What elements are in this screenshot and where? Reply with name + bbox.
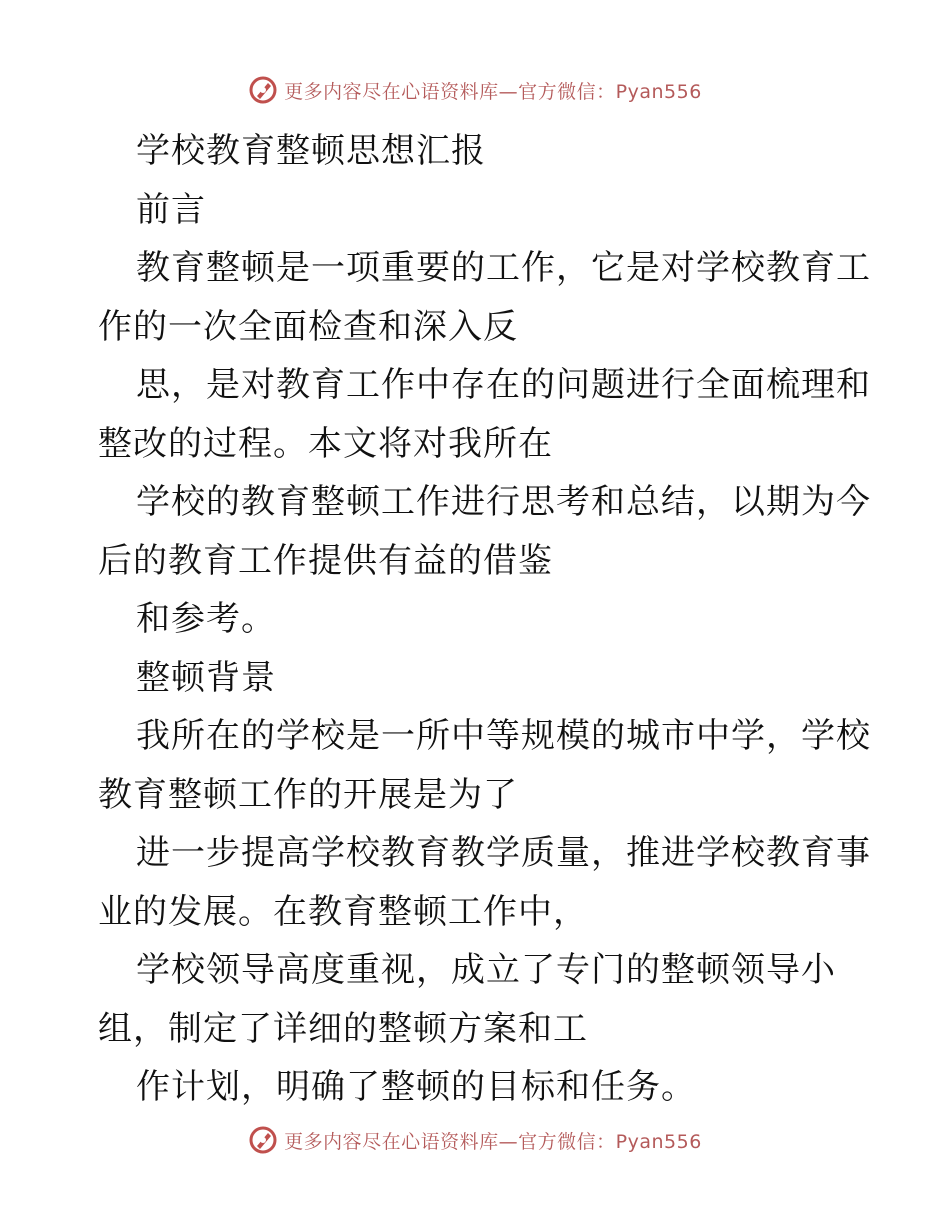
paragraph-line: 教育整顿工作的开展是为了 bbox=[98, 774, 518, 815]
watermark-text: 更多内容尽在心语资料库—官方微信：Pyan556 bbox=[284, 1130, 702, 1153]
paragraph-line: 我所在的学校是一所中等规模的城市中学，学校 bbox=[136, 716, 871, 756]
document-body bbox=[98, 122, 871, 1117]
paragraph-line: 进一步提高学校教育教学质量，推进学校教育事 bbox=[136, 833, 871, 873]
pen-circle-logo-icon bbox=[248, 75, 278, 105]
pen-circle-logo-icon bbox=[248, 1125, 278, 1155]
watermark-text: 更多内容尽在心语资料库—官方微信：Pyan556 bbox=[284, 80, 702, 103]
paragraph-line: 教育整顿是一项重要的工作，它是对学校教育工 bbox=[136, 248, 871, 288]
paragraph-line: 业的发展。在教育整顿工作中， bbox=[98, 891, 588, 932]
header-watermark-banner bbox=[0, 70, 950, 110]
footer-watermark-banner bbox=[0, 1120, 950, 1160]
paragraph-line: 和参考。 bbox=[136, 599, 276, 639]
paragraph-line: 后的教育工作提供有益的借鉴 bbox=[98, 540, 553, 581]
document-title: 学校教育整顿思想汇报 bbox=[136, 131, 486, 171]
paragraph-line: 学校的教育整顿工作进行思考和总结，以期为今 bbox=[136, 482, 871, 522]
section-heading-background: 整顿背景 bbox=[136, 657, 276, 698]
section-heading-preface: 前言 bbox=[136, 189, 206, 230]
paragraph-line: 学校领导高度重视，成立了专门的整顿领导小 bbox=[136, 950, 836, 990]
paragraph-line: 作计划，明确了整顿的目标和任务。 bbox=[136, 1067, 696, 1107]
paragraph-line: 思，是对教育工作中存在的问题进行全面梳理和 bbox=[136, 365, 871, 405]
paragraph-line: 整改的过程。本文将对我所在 bbox=[98, 423, 553, 464]
paragraph-line: 作的一次全面检查和深入反 bbox=[98, 306, 518, 347]
paragraph-line: 组，制定了详细的整顿方案和工 bbox=[98, 1008, 588, 1049]
